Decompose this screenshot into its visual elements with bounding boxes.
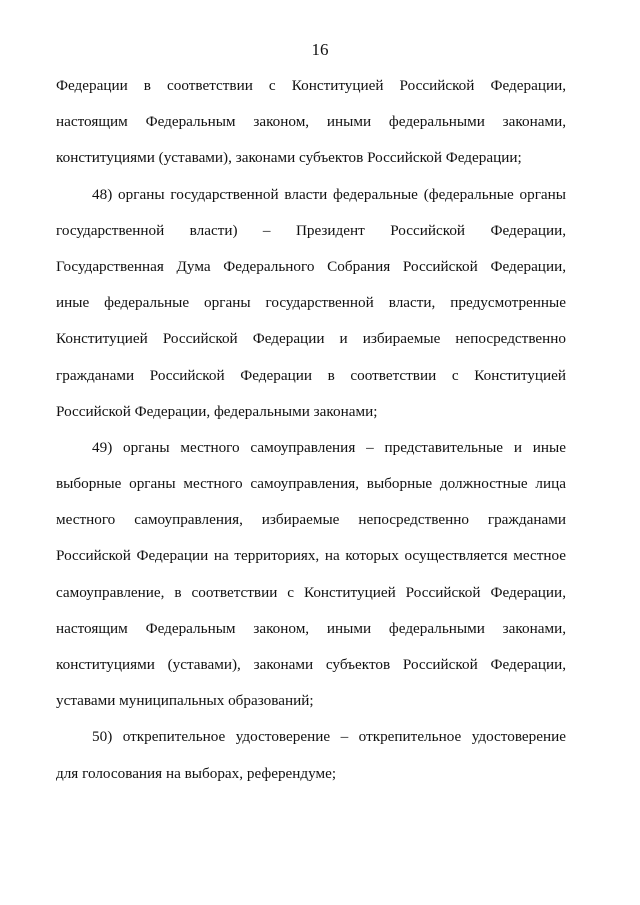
text-line: настоящим Федеральным законом, иными федеральными законами,	[56, 619, 566, 637]
text-line: самоуправление, в соответствии с Конституцией Российской Федерации,	[56, 583, 566, 601]
text-line: конституциями (уставами), законами субъектов Российской Федерации;	[56, 149, 522, 167]
document-body	[56, 68, 566, 792]
text-line: для голосования на выборах, референдуме;	[56, 764, 337, 782]
text-line: 49) органы местного самоуправления – представительные и иные	[92, 438, 566, 456]
text-line: Российской Федерации на территориях, на которых осуществляется местное	[56, 547, 566, 565]
text-line: выборные органы местного самоуправления, выборные должностные лица	[56, 475, 566, 493]
text-line: 50) открепительное удостоверение – открепительное удостоверение	[92, 728, 566, 746]
text-line: гражданами Российской Федерации в соответствии с Конституцией	[56, 366, 566, 384]
text-line: Конституцией Российской Федерации и избираемые непосредственно	[56, 330, 566, 348]
paragraph-item-49	[56, 430, 566, 720]
paragraph-continuation	[56, 68, 566, 177]
text-line: 48) органы государственной власти федеральные (федеральные органы	[92, 185, 566, 203]
page-number: 16	[311, 40, 329, 59]
text-line: конституциями (уставами), законами субъектов Российской Федерации,	[56, 656, 566, 673]
paragraph-item-48	[56, 177, 566, 430]
text-line: уставами муниципальных образований;	[56, 692, 314, 710]
text-line: иные федеральные органы государственной власти, предусмотренные	[56, 294, 566, 312]
text-line: настоящим Федеральным законом, иными федеральными законами,	[56, 113, 566, 131]
paragraph-item-50	[56, 719, 566, 791]
text-line: местного самоуправления, избираемые непосредственно гражданами	[56, 511, 566, 529]
text-line: государственной власти) – Президент Российской Федерации,	[56, 221, 566, 239]
text-line: Федерации в соответствии с Конституцией Российской Федерации,	[56, 77, 566, 94]
text-line: Российской Федерации, федеральными законами;	[56, 402, 378, 420]
text-line: Государственная Дума Федерального Собрания Российской Федерации,	[56, 257, 566, 275]
